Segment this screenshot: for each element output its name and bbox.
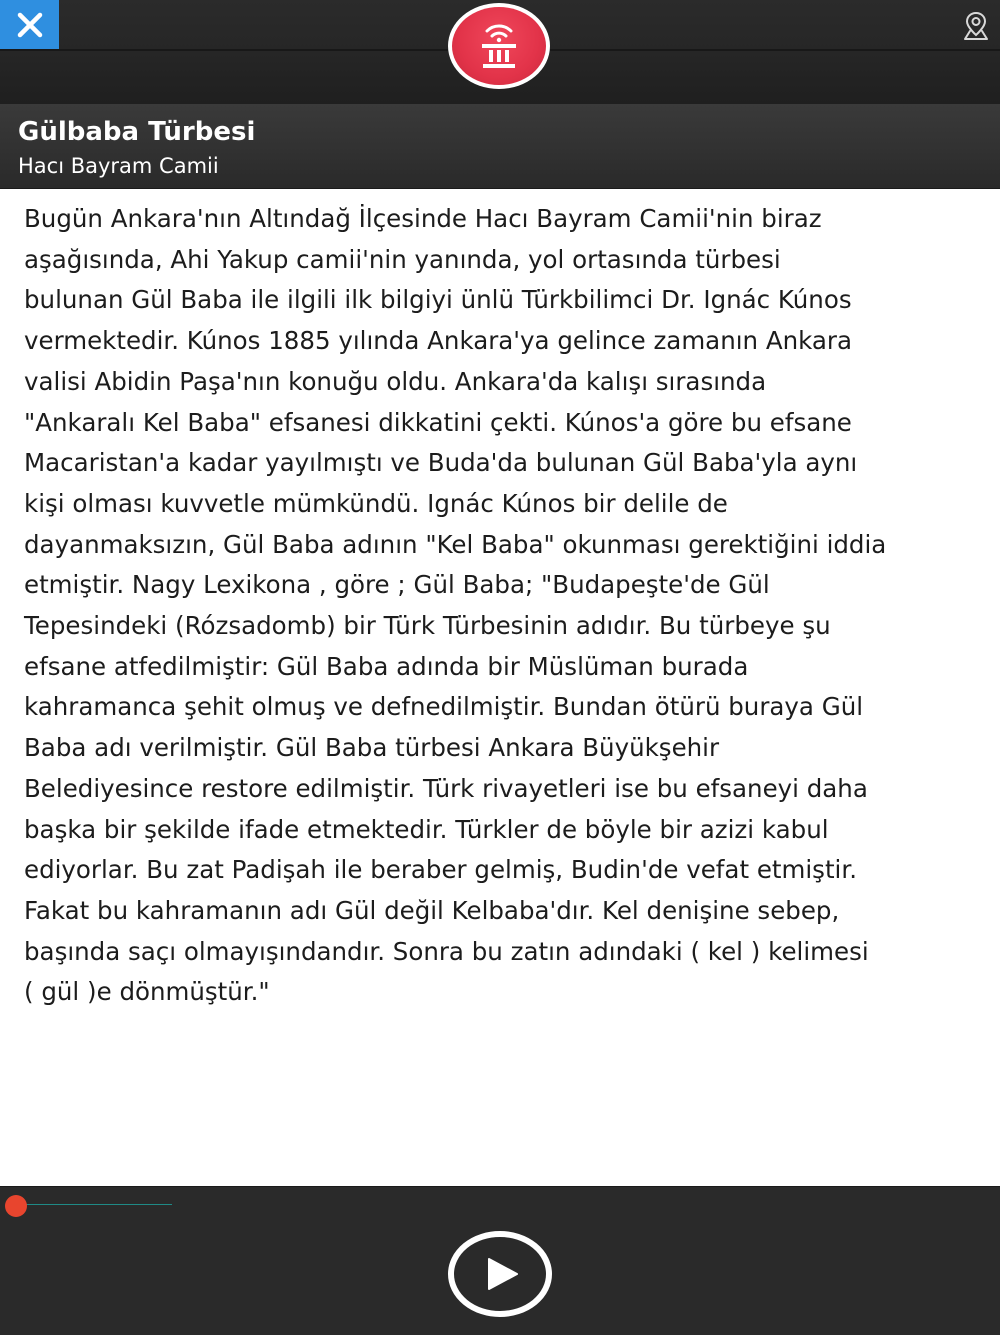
museum-broadcast-icon	[471, 18, 527, 74]
top-bar	[0, 0, 1000, 104]
article-line: "Ankaralı Kel Baba" efsanesi dikkatini çekti. Kúnos'a göre bu efsane	[24, 407, 852, 437]
article-line: Tepesindeki (Rózsadomb) bir Türk Türbesinin adıdır. Bu türbeye şu	[24, 611, 831, 641]
article-line: efsane atfedilmiştir: Gül Baba adında bir Müslüman burada	[24, 651, 749, 681]
progress-track[interactable]	[16, 1204, 172, 1205]
app-logo	[448, 3, 550, 89]
close-button[interactable]	[0, 0, 59, 49]
article-line: başında saçı olmayışındandır. Sonra bu zatın adındaki ( kel ) kelimesi	[24, 936, 869, 966]
title-bar	[0, 104, 1000, 189]
page-subtitle: Hacı Bayram Camii	[18, 154, 219, 178]
article-line: etmiştir. Nagy Lexikona , göre ; Gül Baba; "Budapeşte'de Gül	[24, 570, 770, 600]
article-line: kişi olması kuvvetle mümkündü. Ignác Kúnos bir delile de	[24, 488, 728, 518]
article-line: Macaristan'a kadar yayılmıştı ve Buda'da bulunan Gül Baba'yla aynı	[24, 448, 858, 478]
progress-knob[interactable]	[5, 1195, 27, 1217]
article-line: valisi Abidin Paşa'nın konuğu oldu. Ankara'da kalışı sırasında	[24, 366, 767, 396]
map-button[interactable]	[958, 8, 994, 44]
map-pin-icon	[962, 11, 990, 41]
article-line: ediyorlar. Bu zat Padişah ile beraber gelmiş, Budin'de vefat etmiştir.	[24, 855, 857, 885]
article-line: kahramanca şehit olmuş ve defnedilmiştir. Bundan ötürü buraya Gül	[24, 692, 864, 722]
article-line: Baba adı verilmiştir. Gül Baba türbesi Ankara Büyükşehir	[24, 733, 720, 763]
page-title: Gülbaba Türbesi	[18, 117, 256, 147]
article-line: ( gül )e dönmüştür."	[24, 977, 270, 1007]
article-line: aşağısında, Ahi Yakup camii'nin yanında, yol ortasında türbesi	[24, 244, 781, 274]
play-icon	[447, 1230, 553, 1318]
article-line: başka bir şekilde ifade etmektedir. Türkler de böyle bir azizi kabul	[24, 814, 829, 844]
article-line: bulunan Gül Baba ile ilgili ilk bilgiyi ünlü Türkbilimci Dr. Ignác Kúnos	[24, 285, 852, 315]
article-text	[24, 199, 986, 1013]
close-icon	[15, 10, 45, 40]
play-button[interactable]	[447, 1230, 553, 1318]
article-line: Fakat bu kahramanın adı Gül değil Kelbaba'dır. Kel denişine sebep,	[24, 895, 840, 925]
article-line: dayanmaksızın, Gül Baba adının "Kel Baba" okunması gerektiğini iddia	[24, 529, 887, 559]
article-line: Belediyesince restore edilmiştir. Türk rivayetleri ise bu efsaneyi daha	[24, 773, 868, 803]
article-line: vermektedir. Kúnos 1885 yılında Ankara'ya gelince zamanın Ankara	[24, 326, 852, 356]
audio-player	[0, 1186, 1000, 1335]
article-line: Bugün Ankara'nın Altındağ İlçesinde Hacı Bayram Camii'nin biraz	[24, 204, 822, 233]
